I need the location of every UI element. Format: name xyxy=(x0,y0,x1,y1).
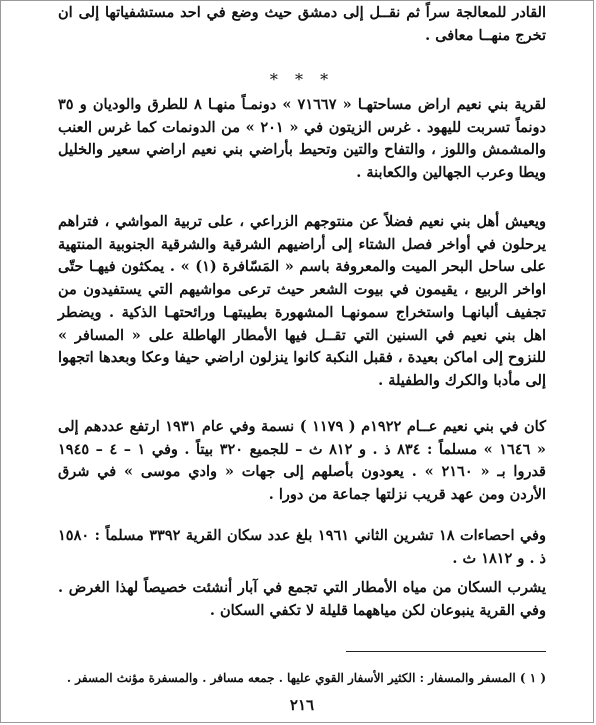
intro-paragraph: القادر للمعالجة سراً ثم نقــل إلى دمشق حيث وضع في احد مستشفياتها إلى ان تخرج منهــا معافى . xyxy=(58,4,546,44)
paragraph-census-1961: وفي احصاءات ١٨ تشرين الثاني ١٩٦١ بلغ عدد سكان القرية ٣٣٩٢ مسلماً : ١٥٨٠ ذ . و ١٨١٢ ث . xyxy=(58,527,546,567)
paragraph-water: يشرب السكان من مياه الأمطار التي تجمع في آبار أنشئت خصيصاً لهذا الغرض . وفي القرية ينبوعان لكن مياههما قليلة لا تكفي السكان . xyxy=(58,579,546,619)
footnote-rule xyxy=(346,651,546,652)
section-divider: * * * xyxy=(269,70,335,89)
paragraph-population: كان في بني نعيم عــام ١٩٢٢م ( ١١٧٩ ) نسمة وفي عام ١٩٣١ ارتفع عددهم إلى « ١٦٤٦ » مسلماً : ٨٣٤ ذ . و ٨١٢ ث – للجميع ٣٢٠ بيتاً . وفي ١ – ٤ – ١٩٤٥ قدروا بـ « ٢١٦٠ » . يعودون بأصلهم إلى جهات « وادي موسى » في شرق الأردن ومن عهد قريب نزلتها جماعة من دورا . xyxy=(58,418,547,504)
footnote: ( ١ ) المسفر والمسفار : الكثير الأسفار القوي عليها . جمعه مسافر . والمسفرة مؤنث المسفر . xyxy=(66,671,546,685)
paragraph-livelihood: ويعيش أهل بني نعيم فضلاً عن منتوجهم الزراعي ، على تربية المواشي ، فتراهم يرحلون في أواخر فصل الشتاء إلى أراضيهم الشرقية والشرقية الجنوبية المنتهية على ساحل البحر الميت والمعروفة باسم « المَسّافرة (١) » . يمكثون فيهـا حتّى اواخر الربيع ، يقيمون في بيوت الشعر حيث ترعى مواشيهم التي يستفيدون من تجفيف ألبانهـا واستخراج سمونهـا المشهورة بطيبتهـا ورائحتهـا الذكية . ويضطر اهل بني نعيم في السنين التي تقــل فيها الأمطار الهاطلة على « المسافر » للنزوح إلى اماكن بعيدة ، فقبل النكبة كانوا ينزلون اراضي حيفا وعكا وبعدها اتجهوا إلى مأدبا والكرك والطفيلة . xyxy=(58,213,547,389)
paragraph-land: لقرية بني نعيم اراض مساحتهـا « ٧١٦٦٧ » دونمـاً منهـا ٨ للطرق والوديان و ٣٥ دونماً تسربت لليهود . غرس الزيتون في « ٢٠١ » من الدونمات كما غرس العنب والمشمش واللوز ، والتفاح والتين وتحيط بأراضي بني نعيم اراضي سعير والخليل ويطا وعرب الجهالين والكعابنة . xyxy=(58,96,546,182)
page-number: ٢١٦ xyxy=(289,696,315,714)
document-page xyxy=(58,2,546,723)
